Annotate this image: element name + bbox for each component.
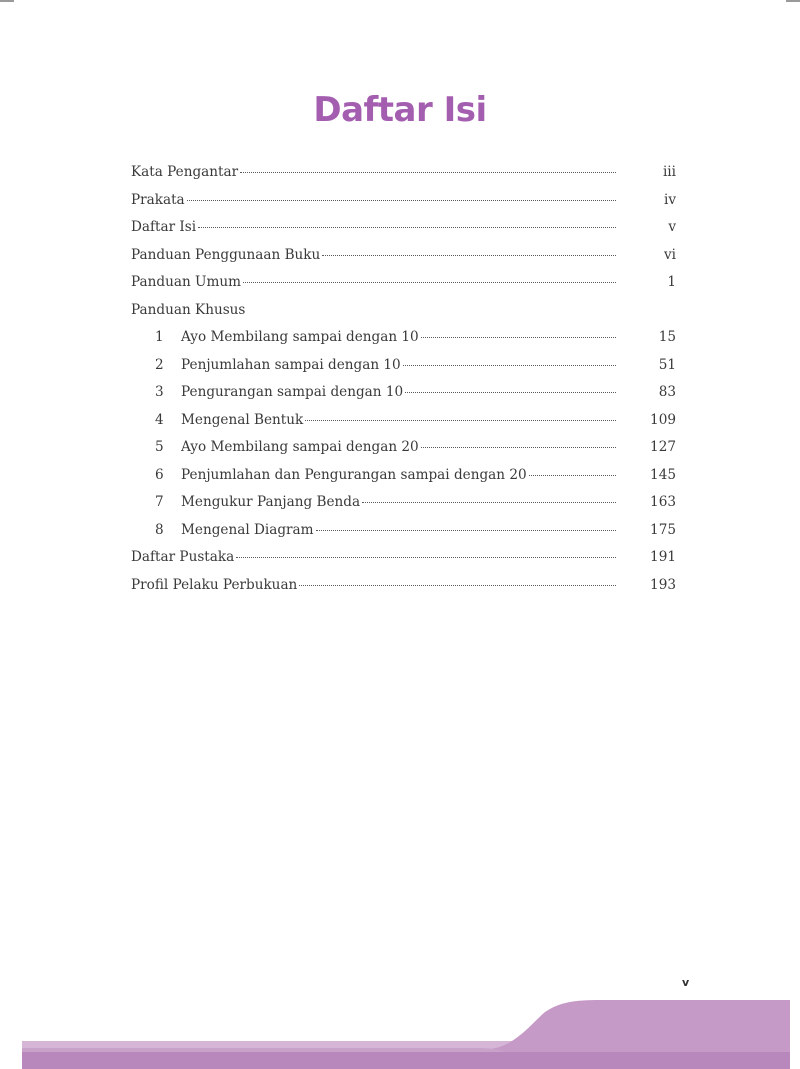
- dot-leader: [187, 199, 616, 201]
- dot-leader: [316, 529, 616, 531]
- toc-entry-label: Penjumlahan dan Pengurangan sampai dengan 20: [181, 466, 527, 483]
- dot-leader: [322, 254, 616, 256]
- toc-chapter-7[interactable]: [131, 489, 676, 517]
- chapter-number: 1: [155, 329, 164, 345]
- chapter-number: 3: [155, 384, 164, 400]
- toc-entry-label: Kata Pengantar: [131, 164, 239, 180]
- toc-entry-label: Panduan Penggunaan Buku: [131, 246, 321, 263]
- chapter-number: 2: [155, 356, 164, 373]
- toc-entry-page: 193: [650, 576, 676, 593]
- page-number: v: [682, 976, 690, 989]
- dot-leader: [305, 419, 616, 421]
- crop-mark-left: [0, 0, 14, 2]
- footer-wave-decoration: [0, 990, 800, 1069]
- crop-mark-right: [786, 0, 800, 2]
- chapter-number: 7: [155, 494, 164, 510]
- toc-entry-label: Mengukur Panjang Benda: [181, 494, 361, 510]
- toc-entry-page: 15: [658, 329, 676, 345]
- toc-chapter-8[interactable]: [131, 517, 676, 545]
- toc-entry-page: vi: [663, 246, 676, 263]
- dot-leader: [529, 474, 616, 476]
- table-of-contents: [131, 159, 676, 599]
- toc-entry-label: Ayo Membilang sampai dengan 20: [181, 439, 419, 455]
- dot-leader: [240, 171, 616, 173]
- toc-entry-label: Pengurangan sampai dengan 10: [181, 384, 404, 400]
- dot-leader: [421, 336, 616, 338]
- toc-entry-label: Profil Pelaku Perbukuan: [131, 576, 298, 593]
- page-title: Daftar Isi: [313, 90, 487, 130]
- toc-entry-label: Penjumlahan sampai dengan 10: [181, 356, 401, 373]
- toc-chapter-6[interactable]: [131, 462, 676, 490]
- toc-entry-daftar-pustaka[interactable]: [131, 544, 676, 572]
- toc-entry-label: Mengenal Diagram: [181, 521, 314, 538]
- toc-entry-page: 83: [658, 384, 676, 400]
- chapter-number: 8: [155, 521, 164, 538]
- toc-entry-label: Mengenal Bentuk: [181, 411, 304, 428]
- toc-entry-label: Daftar Isi: [131, 219, 197, 235]
- dot-leader: [198, 226, 616, 228]
- toc-chapter-3[interactable]: [131, 379, 676, 407]
- toc-entry-page: 1: [667, 274, 676, 290]
- toc-entry-page: 51: [658, 356, 676, 373]
- chapter-number: 5: [155, 439, 164, 455]
- toc-entry-label: Ayo Membilang sampai dengan 10: [181, 329, 419, 345]
- dot-leader: [403, 364, 616, 366]
- toc-entry-label: Prakata: [131, 191, 185, 208]
- toc-section-panduan-khusus: [131, 297, 676, 325]
- dot-leader: [299, 584, 616, 586]
- toc-chapter-1[interactable]: [131, 324, 676, 352]
- toc-entry-page: 127: [650, 439, 676, 455]
- dot-leader: [421, 446, 616, 448]
- toc-entry-profil-pelaku-perbukuan[interactable]: [131, 572, 676, 600]
- dot-leader: [243, 281, 616, 283]
- dot-leader: [362, 501, 616, 503]
- toc-entry-page: 191: [650, 549, 676, 565]
- toc-entry-page: iv: [663, 191, 676, 208]
- toc-section-label: Panduan Khusus: [131, 301, 246, 318]
- toc-entry-page: 175: [650, 521, 676, 538]
- toc-chapter-4[interactable]: [131, 407, 676, 435]
- chapter-number: 4: [155, 411, 164, 428]
- toc-entry-label: Panduan Umum: [131, 274, 242, 290]
- toc-entry-kata-pengantar[interactable]: [131, 159, 676, 187]
- toc-entry-prakata[interactable]: [131, 187, 676, 215]
- toc-entry-page: 145: [650, 466, 676, 483]
- toc-entry-panduan-penggunaan-buku[interactable]: [131, 242, 676, 270]
- toc-entry-page: v: [668, 219, 676, 235]
- toc-chapter-2[interactable]: [131, 352, 676, 380]
- chapter-number: 6: [155, 466, 164, 483]
- toc-entry-panduan-umum[interactable]: [131, 269, 676, 297]
- dot-leader: [405, 391, 616, 393]
- toc-entry-page: iii: [662, 164, 676, 180]
- toc-entry-page: 163: [650, 494, 676, 510]
- dot-leader: [236, 556, 616, 558]
- toc-entry-label: Daftar Pustaka: [131, 549, 235, 565]
- toc-entry-page: 109: [650, 411, 676, 428]
- toc-entry-daftar-isi[interactable]: [131, 214, 676, 242]
- toc-chapter-5[interactable]: [131, 434, 676, 462]
